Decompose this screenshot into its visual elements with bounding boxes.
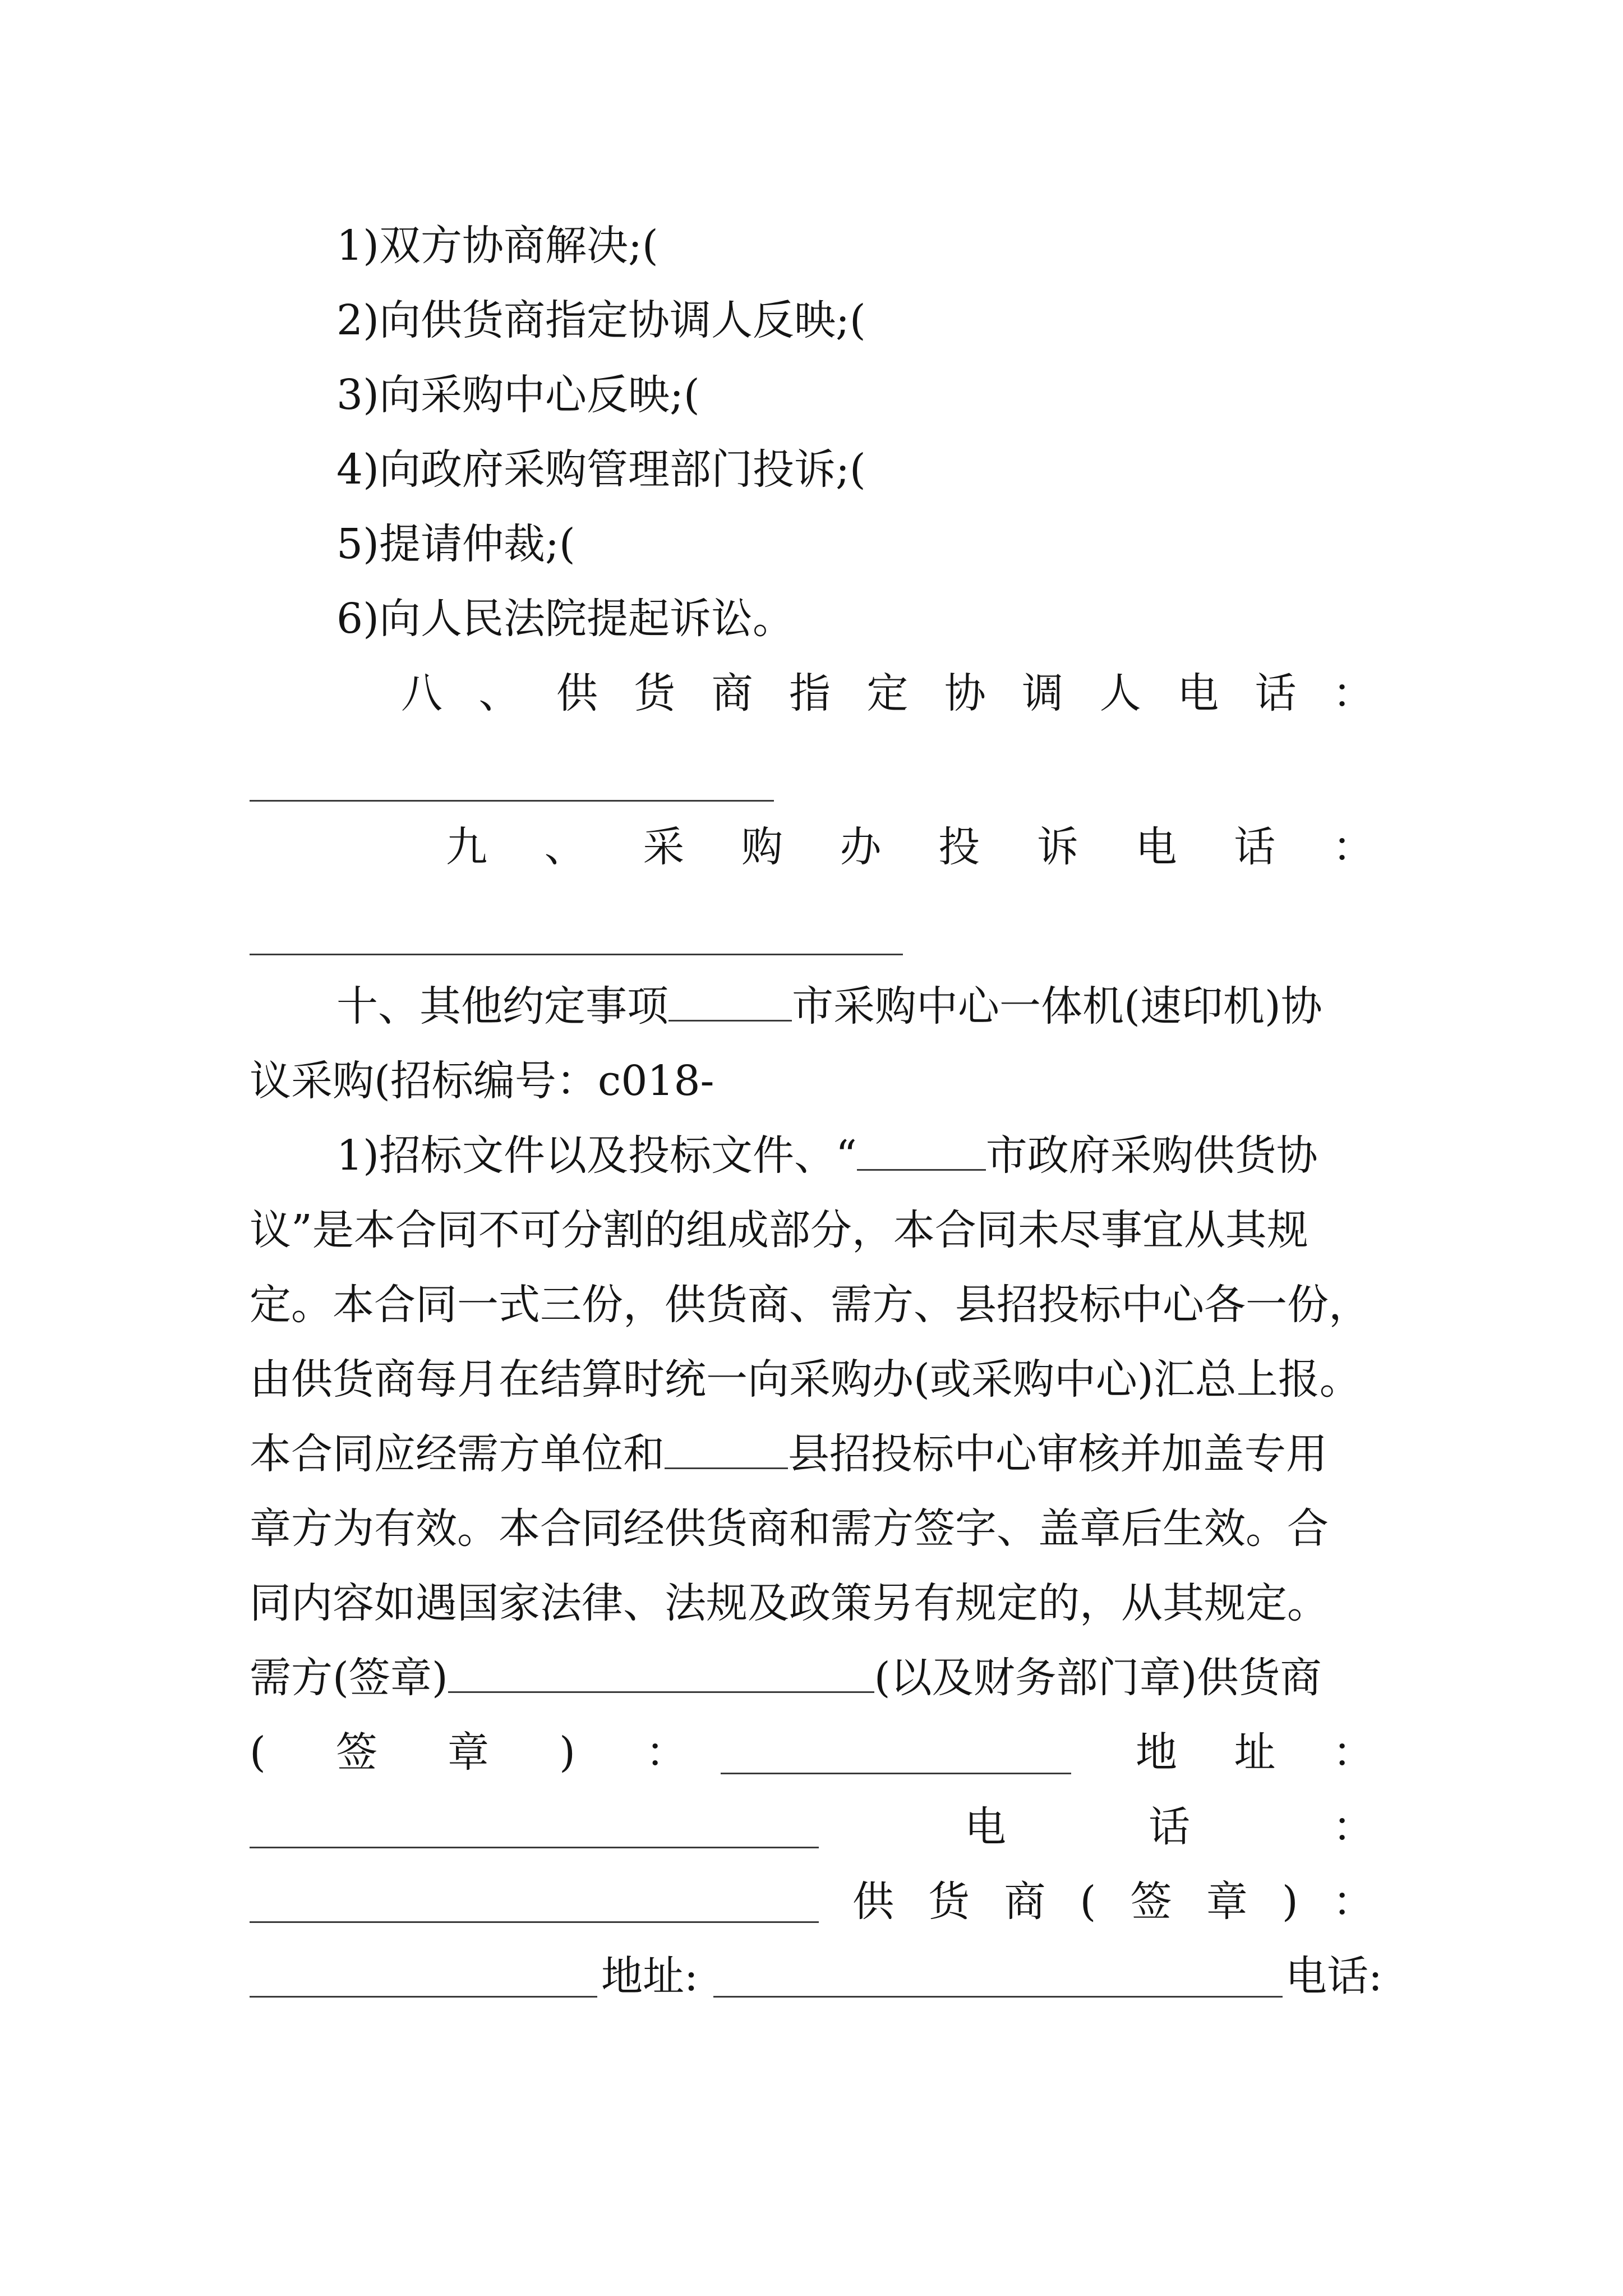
list-item: 5)提请仲裁;( <box>336 520 575 568</box>
section-8-heading: 八 、 供 货 商 指 定 协 调 人 电 话 ： <box>401 669 1374 717</box>
signature-line: 需方(签章) (以及财务部门章)供货商 <box>250 1654 1322 1702</box>
section-9-heading: 九 、 采 购 办 投 诉 电 话 ： <box>446 823 1374 871</box>
paragraph-line: 同内容如遇国家法律、法规及政策另有规定的，从其规定。 <box>250 1579 1329 1627</box>
supplier-sign-label: 供 货 商 ( 签 章 ) ： <box>852 1878 1374 1926</box>
address-label: 地 址 ： <box>1136 1728 1374 1777</box>
list-item: 2)向供货商指定协调人反映;( <box>336 296 866 344</box>
fill-blank <box>250 1921 819 1923</box>
list-item: 4)向政府采购管理部门投诉;( <box>336 445 866 494</box>
paragraph-line: 由供货商每月在结算时统一向采购办(或采购中心)汇总上报。 <box>250 1355 1361 1404</box>
list-item: 1)双方协商解决;( <box>336 222 658 270</box>
fill-blank <box>250 1847 819 1848</box>
fill-blank <box>857 1135 986 1171</box>
paragraph-line: 定。本合同一式三份，供货商、需方、县招投标中心各一份， <box>250 1281 1370 1329</box>
paragraph-line: 1)招标文件以及投标文件、“ 市政府采购供货协 <box>336 1131 1318 1180</box>
list-item: 6)向人民法院提起诉讼。 <box>336 595 794 643</box>
fill-blank <box>665 1434 788 1469</box>
fill-blank <box>668 986 792 1022</box>
phone-label: 电话: <box>1285 1952 1382 2000</box>
paragraph-line: 议”是本合同不可分割的组成部分，本合同未尽事宜从其规 <box>250 1206 1308 1254</box>
phone-label: 电 话 ： <box>965 1803 1374 1851</box>
paragraph-line: 章方为有效。本合同经供货商和需方签字、盖章后生效。合 <box>250 1504 1329 1553</box>
fill-blank <box>713 1996 1283 1998</box>
supplier-sign-label: ( 签 章 ) ： <box>250 1728 687 1777</box>
fill-blank <box>448 1658 874 1693</box>
phone-blank-line <box>250 800 774 802</box>
section-10-line: 十、其他约定事项 市采购中心一体机(速印机)协 <box>336 982 1322 1030</box>
phone-blank-line <box>250 954 903 955</box>
address-label: 地址: <box>601 1952 698 2000</box>
paragraph-line: 本合同应经需方单位和 县招投标中心审核并加盖专用 <box>250 1430 1327 1478</box>
fill-blank <box>721 1773 1071 1774</box>
fill-blank <box>250 1996 597 1998</box>
list-item: 3)向采购中心反映;( <box>336 371 700 419</box>
section-10-line: 议采购(招标编号：c018- <box>250 1057 714 1105</box>
